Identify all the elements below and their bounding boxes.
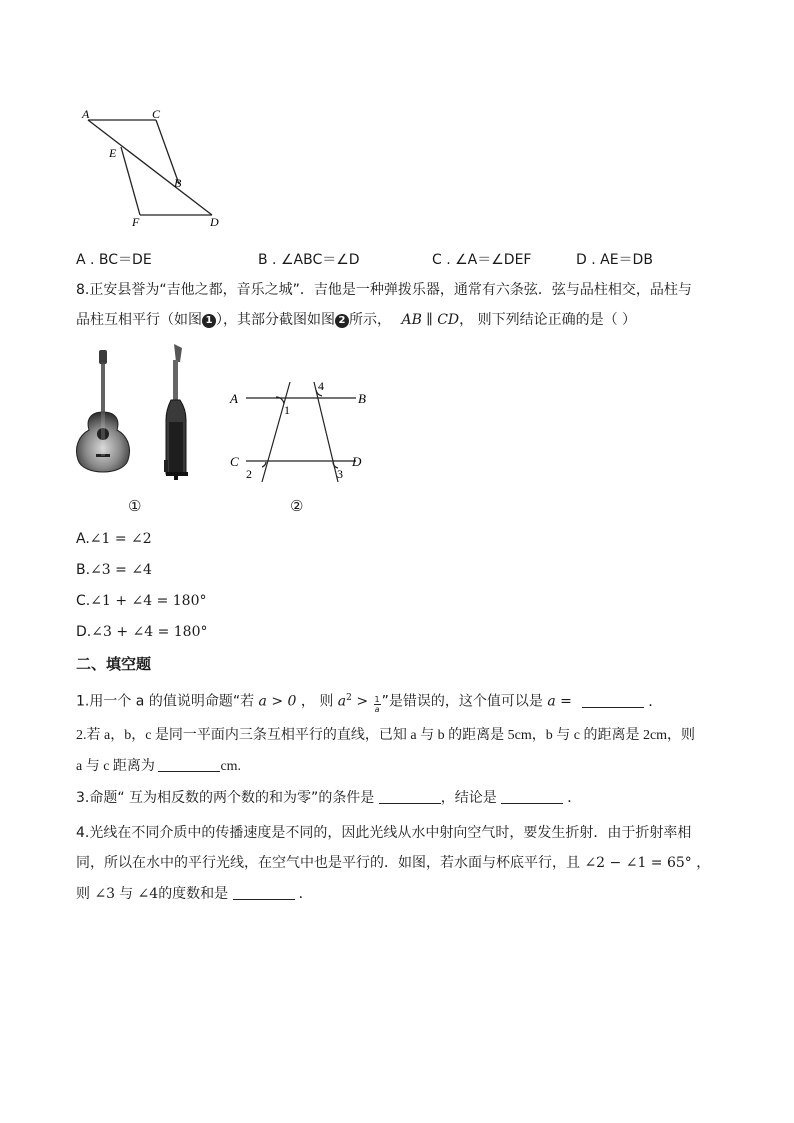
fill2-answer-blank[interactable] [158, 757, 220, 772]
fill4-text-c: 则 [76, 886, 95, 902]
q8-option-c-text: ∠1 + ∠4 = 180° [90, 593, 207, 609]
fill1-text-a: 1.用一个 a 的值说明命题“若 [76, 693, 259, 710]
fill4-angle-equation: ∠2 − ∠1 = 65° [584, 855, 692, 871]
fill1-fraction [374, 695, 381, 714]
q8-parallel-expression: AB ∥ CD [401, 312, 460, 328]
q7-option-a[interactable]: A . BC＝DE [76, 252, 152, 268]
q8-option-b-letter: B. [76, 562, 91, 578]
q8-stem-line2 [76, 310, 636, 330]
fill4-text-b: ， [691, 855, 711, 871]
fill-question-2-line1: 2.若 a，b，c 是同一平面内三条互相平行的直线，已知 a 与 b 的距离是 5cm，b 与 c 的距离是 2cm，则 [76, 728, 696, 743]
q8-option-d-text: ∠3 + ∠4 = 180° [91, 624, 208, 640]
fill1-gt: > [351, 693, 373, 710]
q7-option-d[interactable]: D . AE＝DB [576, 252, 653, 268]
fill1-equation: a = [547, 693, 572, 710]
fill4-text-d: 与 [119, 886, 138, 902]
q8-option-d-letter: D. [76, 624, 92, 640]
fig2-angle-2: 2 [246, 467, 252, 481]
figure-2-marker: 2 [335, 314, 349, 328]
fill1-condition: a > 0 [258, 693, 297, 710]
q8-stem-text-b: ），其部分截图如图 [216, 312, 335, 328]
fig7-label-e: E [109, 146, 117, 160]
fill4-end: ． [298, 886, 313, 902]
figure-1-marker: 1 [202, 314, 216, 328]
fig7-label-c: C [152, 107, 161, 121]
fill1-answer-blank[interactable] [582, 693, 644, 708]
guitar-side-image [156, 342, 196, 482]
q8-option-c[interactable] [76, 591, 207, 611]
fill3-text-b: ，结论是 [440, 790, 502, 806]
q7-option-b[interactable]: B . ∠ABC＝∠D [258, 252, 360, 268]
fill1-base: a [337, 693, 347, 710]
q8-option-b-text: ∠3 = ∠4 [90, 562, 152, 578]
fig2-label-a: A [230, 391, 238, 406]
figure-2-caption: ② [290, 497, 304, 515]
fill2-text-b: cm. [220, 759, 242, 774]
fig7-label-a: A [82, 107, 90, 121]
fill-question-4-line3 [76, 884, 313, 904]
fill1-text-b: ， 则 [296, 693, 338, 710]
q8-figure-2 [226, 374, 376, 488]
figure-1-caption: ① [128, 497, 142, 515]
q7-option-c[interactable]: C . ∠A＝∠DEF [432, 252, 532, 268]
fill4-text-e: 的度数和是 [158, 886, 233, 902]
fill-question-3 [76, 788, 581, 808]
q8-stem-text-c: 所示， [349, 312, 391, 328]
q8-stem-text-a: 品柱互相平行（如图 [76, 312, 202, 328]
fig2-label-c: C [230, 454, 239, 469]
fill4-angle-3: ∠3 [94, 886, 116, 902]
q8-option-c-letter: C. [76, 593, 91, 609]
fill4-angle-4: ∠4 [137, 886, 159, 902]
fill1-fraction-numerator: 1 [374, 694, 380, 704]
fill4-text-a: 同，所以在水中的平行光线，在空气中也是平行的．如图，若水面与杯底平行，且 [76, 855, 585, 871]
fig2-angle-4: 4 [318, 379, 324, 393]
q8-option-a[interactable] [76, 529, 152, 549]
fig7-label-f: F [132, 215, 140, 229]
fill3-end: ． [567, 790, 582, 806]
fill3-condition-blank[interactable] [379, 789, 441, 804]
fill-question-1 [76, 688, 662, 714]
fig7-label-b: B [174, 176, 182, 190]
fig2-angle-3: 3 [337, 467, 343, 481]
q8-stem-line1: 8.正安县誉为“吉他之都，音乐之城”．吉他是一种弹拨乐器，通常有六条弦．弦与品柱相交，品柱与 [76, 282, 692, 298]
q7-figure [76, 100, 236, 232]
fig7-label-d: D [210, 215, 219, 229]
fig2-label-d: D [352, 454, 362, 469]
q8-option-b[interactable] [76, 560, 152, 580]
fill1-end: ． [648, 693, 663, 710]
fill1-text-c: ”是错误的，这个值可以是 [381, 693, 548, 710]
fill3-text-a: 3.命题“ 互为相反数的两个数的和为零”的条件是 [76, 790, 379, 806]
fill3-conclusion-blank[interactable] [501, 789, 563, 804]
q8-option-a-text: ∠1 = ∠2 [89, 531, 152, 547]
section-heading: 二、填空题 [76, 655, 152, 673]
fill2-text-a: a 与 c 距离为 [76, 759, 159, 774]
q8-stem-text-d: ， 则下列结论正确的是（ ） [459, 312, 637, 328]
fill4-answer-blank[interactable] [233, 885, 295, 900]
fill1-fraction-denominator: a [374, 704, 380, 714]
fill-question-2-line2 [76, 757, 241, 777]
q8-option-a-letter: A. [76, 531, 90, 547]
fig2-label-b: B [358, 391, 366, 406]
q8-option-d[interactable] [76, 622, 208, 642]
fill-question-4-line2 [76, 853, 710, 873]
fill1-exponent: 2 [346, 693, 352, 703]
fig2-angle-1: 1 [284, 403, 290, 417]
fill-question-4-line1: 4.光线在不同介质中的传播速度是不同的，因此光线从水中射向空气时，要发生折射．由于折射率相 [76, 825, 692, 841]
guitar-front-image [72, 348, 134, 480]
